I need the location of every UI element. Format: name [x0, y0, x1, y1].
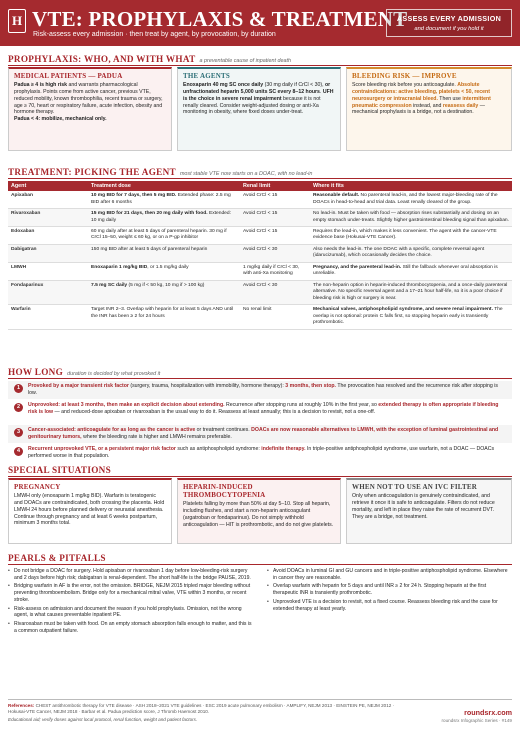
- duration-text: The provocation has resolved and the recurrence risk after stopping is low.: [28, 383, 498, 396]
- step-number-badge: 2: [14, 403, 23, 412]
- section-title: SPECIAL SITUATIONS: [8, 465, 112, 475]
- fit-text: No parenteral lead-in, and the lowest major-bleeding rate of the DOACs in head-to-head and trial data. Least renally cleared of the group.: [313, 193, 498, 205]
- card-title: WHEN NOT TO USE AN IVC FILTER: [352, 483, 477, 491]
- card-title: MEDICAL PATIENTS — PADUA: [14, 72, 123, 80]
- card-text: — mechanical prophylaxis is a bridge, not a destination.: [352, 102, 485, 116]
- duration-item: [8, 400, 512, 418]
- table-cell: [8, 227, 88, 245]
- card-text: Then use: [437, 95, 463, 102]
- duration-text: In triple-positive antiphospholipid syndrome, use warfarin, not a DOAC — DOACs performed worse in that population.: [28, 446, 495, 459]
- column-header: Renal limit: [240, 181, 310, 191]
- logo-icon: H: [8, 9, 26, 33]
- card-text: instead, and: [411, 102, 443, 109]
- duration-text-bold: indefinite therapy.: [261, 446, 306, 452]
- table-cell: [310, 305, 512, 329]
- fit-text: The non-heparin option in heparin-induced thrombocytopenia, and a once-daily parenteral alternative. No specific reversal agent and a 17–21 hour half-life, so it is a poor choice if bleeding risk is high or surgery is near.: [313, 282, 508, 301]
- table-cell: [240, 227, 310, 245]
- fit-text: Still the fallback whenever oral absorption is unreliable.: [313, 264, 498, 277]
- agent-name: Rivaroxaban: [11, 211, 41, 217]
- agent-name: Apixaban: [11, 193, 34, 199]
- card-title: BLEEDING RISK — IMPROVE: [352, 72, 457, 80]
- card-text-bold: reassess daily: [442, 102, 479, 109]
- table-row: [8, 191, 512, 208]
- column-header: Where it fits: [310, 181, 512, 191]
- dose-text: , or 1.5 mg/kg daily: [147, 264, 189, 270]
- card-body: Platelets falling by more than 50% at day 5–10. Stop all heparin, including flushes, and start a non-heparin anticoagulant (argatroban or fondaparinux). Do not simply withhold anticoagulation — HIT is prothrombotic, and do not give platelets.: [183, 501, 334, 528]
- fit-text: The overlap is not optional: protein C falls first, so stopping heparin early is transiently prothrombotic.: [313, 307, 503, 326]
- table-cell: [240, 209, 310, 227]
- table-cell: [240, 280, 310, 304]
- table-cell: [88, 280, 240, 304]
- table-cell: [8, 305, 88, 329]
- pearl-item: • Rivaroxaban must be taken with food. On an empty stomach absorption falls enough to matter, and this is a common outpatient failure.: [8, 621, 253, 634]
- agent-name: Edoxaban: [11, 229, 35, 234]
- table-row: [8, 262, 512, 280]
- table-row: [8, 227, 512, 245]
- table-cell: [310, 209, 512, 227]
- section-special: [8, 464, 512, 477]
- table-cell: [88, 262, 240, 280]
- section-note: a preventable cause of inpatient death: [199, 58, 291, 64]
- table-cell: [8, 280, 88, 304]
- step-number-badge: 3: [14, 428, 23, 437]
- section-title: PEARLS & PITFALLS: [8, 553, 106, 563]
- table-header-row: [8, 181, 512, 191]
- references: CHEST antithrombotic therapy for VTE disease · ASH 2018–2021 VTE guidelines · ESC 2019 acute pulmonary embolism · AMPLIFY, NEJM 2013 · EINSTEIN PE, NEJM 2012 · Hokusai-VTE Cancer, NEJM 2018 · Barbar et al. Padua prediction score, J Thromb Haemost 2010.: [8, 703, 395, 715]
- duration-item: [8, 425, 512, 443]
- fit-text-bold: Pregnancy, and the parenteral lead-in.: [313, 264, 402, 270]
- table-row: [8, 280, 512, 304]
- duration-text: where the bleeding rate is higher and LMWH remains preferable.: [81, 433, 232, 440]
- dose-text: 150 mg BID after at least 5 days of parenteral heparin: [91, 246, 208, 252]
- card-text-bold: Padua ≥ 4 is high risk: [14, 82, 68, 89]
- table-cell: [310, 191, 512, 208]
- renal-limit: Avoid CrCl < 15: [243, 211, 278, 217]
- assess-callout: [386, 9, 512, 37]
- pearl-item: • Bridging warfarin in AF is the error, not the omission. BRIDGE, NEJM 2015 tripled major bleeding without preventing thromboembolism. Bridge only for a mechanical mitral valve, VTE within 3 months, or recent stroke.: [8, 583, 253, 603]
- pearls-list-right: [267, 568, 512, 614]
- card-bleeding-risk: [346, 67, 512, 151]
- table-cell: [240, 305, 310, 329]
- table-cell: [8, 262, 88, 280]
- page-title: VTE: PROPHYLAXIS & TREATMENT: [32, 7, 408, 31]
- page-subtitle: Risk-assess every admission · then treat by agent, by provocation, by duration: [33, 31, 276, 38]
- dose-text-bold: 7.5 mg SC daily: [91, 282, 128, 288]
- table-cell: [88, 191, 240, 208]
- renal-limit: Avoid CrCl < 30: [243, 282, 278, 288]
- card-medical-padua: [8, 67, 172, 151]
- table-cell: [310, 244, 512, 262]
- pearls-list-left: [8, 568, 253, 636]
- series-label: roundsrx Infographic Series · #149: [441, 717, 512, 723]
- renal-limit: No renal limit: [243, 307, 272, 313]
- table-body: [8, 191, 512, 329]
- assess-callout-sub: and document if you hold it: [414, 25, 484, 32]
- card-text: and warrants pharmacological prophylaxis. Points come from active cancer, previous VTE, reduced mobility, known thrombophilia, recent trauma or surgery, age ≥ 70, heart or respiratory failure, acute infection, obesity and hormone therapy.: [14, 82, 163, 116]
- card-body: [352, 82, 506, 116]
- step-number-badge: 4: [14, 447, 23, 456]
- duration-text-bold: Recurrent unprovoked VTE, or a persistent major risk factor: [28, 446, 176, 452]
- agent-name: LMWH: [11, 264, 27, 270]
- fit-text: Requires the lead-in, which makes it less convenient. The agent with the cancer-VTE evidence base (Hokusai-VTE Cancer).: [313, 229, 497, 241]
- column-header: Agent: [8, 181, 88, 191]
- card-text-bold: UFH is the choice in severe renal impairment: [183, 88, 334, 102]
- fit-text-bold: Reasonable default.: [313, 193, 360, 199]
- card-pregnancy: [8, 478, 172, 544]
- dose-text: (5 mg if < 50 kg, 10 mg if > 100 kg): [127, 282, 205, 288]
- column-header: Treatment dose: [88, 181, 240, 191]
- pearl-item: • Unprovoked VTE is a decision to revisit, not a fixed course. Reassess bleeding risk and the case for extended therapy at least yearly.: [267, 599, 512, 612]
- duration-text-bold: extended therapy is often appropriate if bleeding risk is low: [28, 402, 499, 415]
- card-title: THE AGENTS: [183, 72, 230, 80]
- card-body: [14, 82, 166, 123]
- pearl-item: • Avoid DOACs in luminal GI and GU cancers and in triple-positive antiphospholipid syndrome. Elsewhere in cancer they are reasonable.: [267, 568, 512, 581]
- card-body: LMWH only (enoxaparin 1 mg/kg BID). Warfarin is teratogenic and DOACs are contraindicated, both crossing the placenta. Hold LMWH 24 hours before planned delivery or neuraxial anesthesia. Continue through pregnancy and at least 6 weeks postpartum, minimum 3 months total.: [14, 493, 165, 527]
- card-body: [183, 82, 335, 116]
- duration-text: or treatment continues.: [195, 427, 252, 433]
- section-title: HOW LONG: [8, 367, 64, 377]
- table-cell: [88, 244, 240, 262]
- table-cell: [8, 209, 88, 227]
- duration-text-bold: Provoked by a major transient risk factor: [28, 383, 129, 389]
- card-title: HEPARIN-INDUCED THROMBOCYTOPENIA: [183, 483, 266, 500]
- section-pearls: [8, 552, 512, 565]
- renal-limit: Avoid CrCl < 15: [243, 193, 278, 199]
- table-cell: [88, 227, 240, 245]
- table-cell: [310, 262, 512, 280]
- table-cell: [88, 305, 240, 329]
- renal-limit: Avoid CrCl < 15: [243, 229, 278, 234]
- assess-callout-title: ASSESS EVERY ADMISSION: [396, 14, 502, 23]
- dose-text: Extended: 10 mg daily: [91, 211, 231, 223]
- disclaimer: Educational aid; verify doses against local protocol, renal function, weight and patient factors.: [8, 717, 198, 723]
- card-text-bold: Absolute contraindications: active bleeding, platelets < 50, recent neurosurgery or intracranial bleed.: [352, 82, 490, 102]
- section-treatment: [8, 166, 512, 179]
- agent-table: [8, 181, 512, 330]
- duration-text: Recurrence after stopping runs at roughly 10% in the first year, so: [224, 402, 379, 408]
- table-row: [8, 244, 512, 262]
- table-cell: [8, 191, 88, 208]
- duration-text-bold: Unprovoked: at least 3 months, then make an explicit decision about extending.: [28, 402, 225, 408]
- section-title: TREATMENT: PICKING THE AGENT: [8, 167, 176, 177]
- duration-text-bold: Cancer-associated: anticoagulate for as long as the cancer is active: [28, 427, 196, 433]
- dose-text-bold: 15 mg BID for 21 days, then 20 mg daily with food.: [91, 211, 208, 217]
- header-banner: [0, 0, 520, 46]
- footer: [8, 699, 512, 723]
- table-row: [8, 305, 512, 329]
- renal-limit: 1 mg/kg daily if CrCl < 30, with anti-Xa monitoring: [243, 264, 300, 277]
- fit-text: Also needs the lead-in. The one DOAC with a specific, complete reversal agent (idarucizumab), which occasionally decides the choice.: [313, 246, 485, 259]
- duration-item: [8, 444, 512, 462]
- table-cell: [8, 244, 88, 262]
- agent-name: Warfarin: [11, 307, 31, 313]
- section-note: most stable VTE now starts on a DOAC, with no lead-in: [179, 171, 313, 177]
- card-title: PREGNANCY: [14, 483, 61, 491]
- table-cell: [240, 244, 310, 262]
- dose-text: 60 mg daily after at least 5 days of parenteral heparin. 30 mg if CrCl 15–50, weight ≤ 60 kg, or on a P-gp inhibitor: [91, 229, 227, 241]
- table-cell: [88, 209, 240, 227]
- pearl-item: • Do not bridge a DOAC for surgery. Hold apixaban or rivaroxaban 1 day before low-bleeding-risk surgery and 2 days before high risk; dabigatran is renal-dependent. The short half-life is the bridge PAUSE, 2019.: [8, 568, 253, 581]
- brand-url[interactable]: roundsrx.com: [464, 708, 512, 717]
- pearl-item: • Risk-assess on admission and document the reason if you hold prophylaxis. Omission, not the wrong agent, is what causes preventable inpatient PE.: [8, 606, 253, 619]
- fit-text-bold: Mechanical valves, antiphospholipid syndrome, and severe renal impairment.: [313, 307, 493, 313]
- renal-limit: Avoid CrCl < 30: [243, 246, 278, 252]
- card-agents: [177, 67, 341, 151]
- section-how-long: [8, 366, 512, 379]
- duration-text-bold: DOACs are now reasonable alternatives to LMWH, with the exception of luminal gastrointestinal and genitourinary tumors,: [28, 427, 499, 440]
- table-row: [8, 209, 512, 227]
- dose-text-bold: 10 mg BID for 7 days, then 5 mg BID.: [91, 193, 177, 199]
- dose-text: Target INR 2–3. Overlap with heparin for at least 5 days AND until the INR has been ≥ 2 for 24 hours: [91, 307, 234, 319]
- duration-text: (surgery, trauma, hospitalization with immobility, hormone therapy):: [128, 383, 286, 389]
- table-cell: [240, 191, 310, 208]
- agent-name: Fondaparinux: [11, 282, 44, 288]
- fit-text: No lead-in. Must be taken with food — absorption rises substantially and dosing on an empty stomach under-treats. Slightly higher gastrointestinal bleeding signal than apixaban.: [313, 211, 510, 223]
- card-text: .: [319, 88, 323, 95]
- dose-text-bold: Enoxaparin 1 mg/kg BID: [91, 264, 148, 270]
- section-note: duration is decided by what provoked it: [67, 371, 161, 377]
- pearl-item: • Overlap warfarin with heparin for 5 days and until INR ≥ 2 for 24 h. Stopping heparin at the first therapeutic INR is transiently prothrombotic.: [267, 583, 512, 596]
- section-prophylaxis: [8, 53, 512, 66]
- card-text-bold: or unfractionated heparin 5,000 units SC every 8–12 hours: [183, 82, 331, 95]
- duration-text: — and reduced-dose apixaban or rivaroxaban is the usual way to do it. Reassess at least annually; this is a decision to revisit, not a one-off.: [53, 408, 376, 415]
- duration-text-bold: 3 months, then stop.: [285, 383, 336, 389]
- card-text-bold: intermittent pneumatic compression: [352, 95, 491, 109]
- card-text: Score bleeding risk before you anticoagulate.: [352, 82, 458, 89]
- table-cell: [310, 227, 512, 245]
- card-text-bold: Padua < 4: mobilize, mechanical only.: [14, 116, 107, 123]
- card-text-bold: Enoxaparin 40 mg SC once daily: [183, 82, 264, 89]
- card-text: (30 mg daily if CrCl < 30),: [263, 82, 325, 89]
- duration-text: such as antiphospholipid syndrome:: [175, 446, 262, 452]
- card-hit: [177, 478, 341, 544]
- table-cell: [240, 262, 310, 280]
- card-text: because it is not renally cleared. Consider weight-adjusted dosing or anti-Xa monitoring in obesity, where fixed doses under-treat.: [183, 95, 321, 116]
- refs-label: References:: [8, 703, 35, 708]
- brand-block: [442, 708, 512, 724]
- agent-name: Dabigatran: [11, 246, 37, 252]
- card-body: Only when anticoagulation is genuinely contraindicated, and retrieve it once it is safe to anticoagulate. Filters do not reduce mortality, and left in place they raise the rate of recurrent DVT. They are a bridge, not treatment.: [352, 493, 495, 520]
- dose-text: Extended phase: 2.5 mg BID after 6 months: [91, 193, 231, 205]
- card-ivc-filter: [346, 478, 512, 544]
- duration-item: [8, 381, 512, 399]
- table-cell: [310, 280, 512, 304]
- section-title: PROPHYLAXIS: WHO, AND WITH WHAT: [8, 54, 196, 64]
- step-number-badge: 1: [14, 384, 23, 393]
